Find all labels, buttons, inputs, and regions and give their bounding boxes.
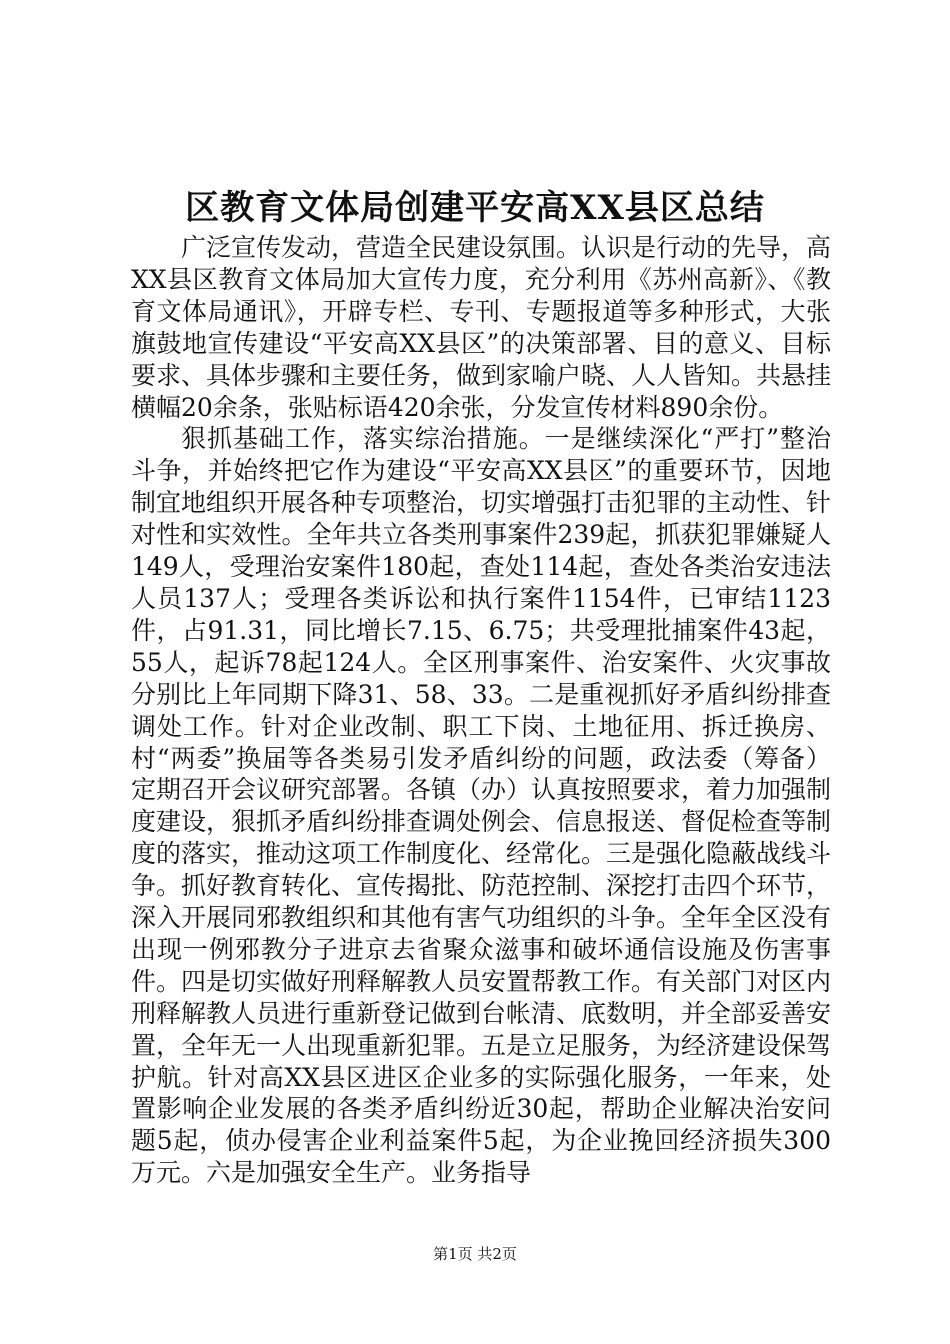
document-title: 区教育文体局创建平安高XX县区总结	[185, 188, 765, 228]
paragraph-publicity: 广泛宣传发动，营造全民建设氛围。认识是行动的先导，高XX县区教育文体局加大宣传力度，充分利用《苏州高新》、《教育文体局通讯》，开辟专栏、专刊、专题报道等多种形式，大张旗鼓地宣传建设“平安高XX县区”的决策部署、目的意义、目标要求、具体步骤和主要任务，做到家喻户晓、人人皆知。共悬挂横幅20余条，张贴标语420余张，分发宣传材料890余份。	[131, 233, 832, 422]
document-body	[131, 232, 831, 1189]
paragraph-groundwork: 狠抓基础工作，落实综治措施。一是继续深化“严打”整治斗争，并始终把它作为建设“平安高XX县区”的重要环节，因地制宜地组织开展各种专项整治，切实增强打击犯罪的主动性、针对性和实效性。全年共立各类刑事案件239起，抓获犯罪嫌疑人149人，受理治安案件180起，查处114起，查处各类治安违法人员137人；受理各类诉讼和执行案件1154件，已审结1123件，占91.31，同比增长7.15、6.75；共受理批捕案件43起，55人，起诉78起124人。全区刑事案件、治安案件、火灾事故分别比上年同期下降31、58、33。二是重视抓好矛盾纠纷排查调处工作。针对企业改制、职工下岗、土地征用、拆迁换房、村“两委”换届等各类易引发矛盾纠纷的问题，政法委（筹备）定期召开会议研究部署。各镇（办）认真按照要求，着力加强制度建设，狠抓矛盾纠纷排查调处例会、信息报送、督促检查等制度的落实，推动这项工作制度化、经常化。三是强化隐蔽战线斗争。抓好教育转化、宣传揭批、防范控制、深挖打击四个环节，深入开展同邪教组织和其他有害气功组织的斗争。全年全区没有出现一例邪教分子进京去省聚众滋事和破坏通信设施及伤害事件。四是切实做好刑释解教人员安置帮教工作。有关部门对区内刑释解教人员进行重新登记做到台帐清、底数明，并全部妥善安置，全年无一人出现重新犯罪。五是立足服务，为经济建设保驾护航。针对高XX县区进区企业多的实际强化服务，一年来，处置影响企业发展的各类矛盾纠纷近30起，帮助企业解决治安问题5起，侦办侵害企业利益案件5起，为企业挽回经济损失300万元。六是加强安全生产。业务指导	[131, 424, 832, 1188]
page-footer: 第1页 共2页	[433, 1245, 517, 1263]
